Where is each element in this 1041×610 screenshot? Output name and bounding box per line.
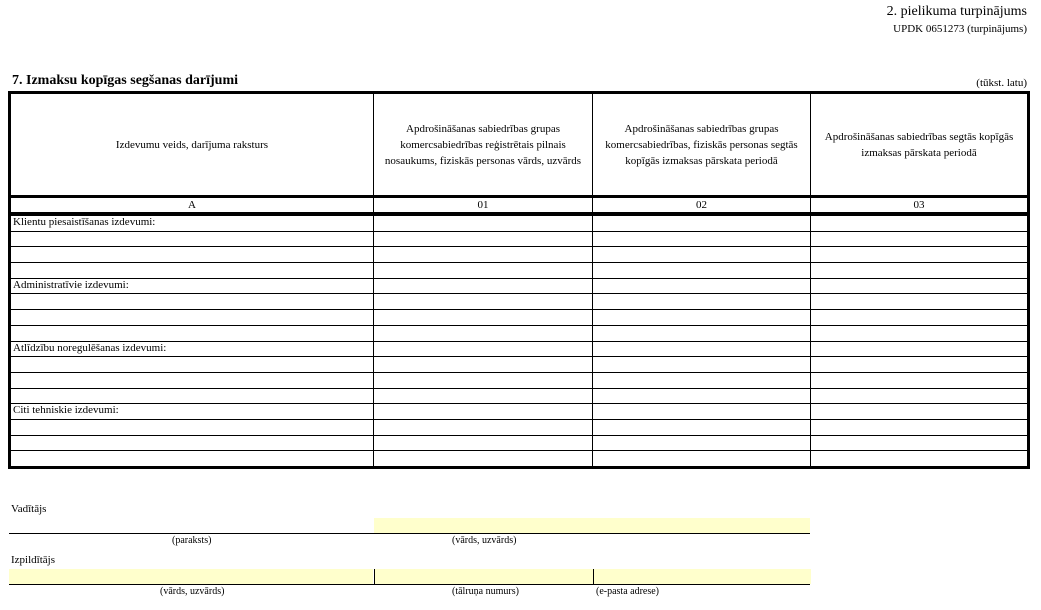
table-cell[interactable] — [593, 341, 811, 357]
table-cell[interactable] — [593, 263, 811, 279]
table-cell[interactable] — [374, 451, 593, 468]
table-cell[interactable] — [811, 388, 1029, 404]
table-cell[interactable] — [374, 263, 593, 279]
table-row — [10, 294, 1029, 310]
annex-label: 2. pielikuma turpinājums — [886, 4, 1027, 19]
table-cell[interactable] — [10, 357, 374, 373]
table-cell[interactable] — [593, 451, 811, 468]
table-cell[interactable] — [811, 325, 1029, 341]
table-cell[interactable] — [593, 357, 811, 373]
column-header: Apdrošināšanas sabiedrības segtās kopīgās izmaksas pārskata periodā — [811, 93, 1029, 197]
table-row — [10, 435, 1029, 451]
table-row — [10, 357, 1029, 373]
table-cell[interactable] — [374, 388, 593, 404]
table-cell[interactable] — [374, 247, 593, 263]
table-cell[interactable] — [811, 294, 1029, 310]
table-cell[interactable] — [593, 419, 811, 435]
manager-label: Vadītājs — [11, 503, 47, 515]
table-cell[interactable] — [593, 310, 811, 326]
table-cell[interactable] — [374, 341, 593, 357]
group-label: Klientu piesaistīšanas izdevumi: — [10, 214, 374, 231]
table-cell[interactable] — [593, 214, 811, 231]
table-cell[interactable] — [593, 247, 811, 263]
table-row — [10, 372, 1029, 388]
table-row — [10, 451, 1029, 468]
group-header-row — [10, 214, 1029, 231]
table-cell[interactable] — [10, 310, 374, 326]
table-cell[interactable] — [811, 263, 1029, 279]
table-cell[interactable] — [811, 214, 1029, 231]
table-body — [10, 214, 1029, 468]
table-cell[interactable] — [10, 388, 374, 404]
table-cell[interactable] — [811, 419, 1029, 435]
table-cell[interactable] — [593, 231, 811, 247]
table-cell[interactable] — [10, 325, 374, 341]
table-cell[interactable] — [374, 278, 593, 294]
column-header: Apdrošināšanas sabiedrības grupas komercsabiedrības, fiziskās personas segtās kopīgās izmaksas pārskata periodā — [593, 93, 811, 197]
table-cell[interactable] — [593, 372, 811, 388]
executor-name-caption: (vārds, uzvārds) — [160, 586, 225, 597]
table-cell[interactable] — [374, 419, 593, 435]
group-header-row — [10, 404, 1029, 420]
phone-caption: (tālruņa numurs) — [452, 586, 519, 597]
table-cell[interactable] — [10, 247, 374, 263]
table-row — [10, 419, 1029, 435]
group-label: Atlīdzību noregulēšanas izdevumi: — [10, 341, 374, 357]
table-cell[interactable] — [811, 451, 1029, 468]
email-caption: (e-pasta adrese) — [596, 586, 660, 597]
column-code: 02 — [593, 197, 811, 215]
table-cell[interactable] — [374, 214, 593, 231]
table-cell[interactable] — [593, 388, 811, 404]
table-cell[interactable] — [811, 435, 1029, 451]
executor-label: Izpildītājs — [11, 554, 55, 566]
table-cell[interactable] — [593, 325, 811, 341]
table-row — [10, 388, 1029, 404]
table-cell[interactable] — [374, 231, 593, 247]
table-row — [10, 231, 1029, 247]
table-cell[interactable] — [10, 419, 374, 435]
column-code-row — [10, 197, 1029, 215]
group-header-row — [10, 341, 1029, 357]
executor-line — [9, 584, 810, 585]
table-row — [10, 310, 1029, 326]
table-cell[interactable] — [10, 294, 374, 310]
unit-label: (tūkst. latu) — [976, 77, 1027, 89]
table-cell[interactable] — [10, 231, 374, 247]
column-code: A — [10, 197, 374, 215]
manager-name-field[interactable] — [374, 518, 810, 533]
table-cell[interactable] — [811, 357, 1029, 373]
form-code: UPDK 0651273 (turpinājums) — [893, 23, 1027, 35]
table-header-row — [10, 93, 1029, 197]
column-header: Apdrošināšanas sabiedrības grupas komercsabiedrības reģistrētais pilnais nosaukums, fiziskās personas vārds, uzvārds — [374, 93, 593, 197]
signature-caption: (paraksts) — [172, 535, 212, 546]
table-cell[interactable] — [10, 451, 374, 468]
executor-phone-field[interactable] — [374, 569, 593, 584]
group-header-row — [10, 278, 1029, 294]
table-row — [10, 263, 1029, 279]
table-cell[interactable] — [374, 310, 593, 326]
executor-name-field[interactable] — [9, 569, 373, 584]
table-cell[interactable] — [811, 231, 1029, 247]
table-cell[interactable] — [811, 372, 1029, 388]
column-code: 01 — [374, 197, 593, 215]
table-cell[interactable] — [10, 263, 374, 279]
table-row — [10, 325, 1029, 341]
table-cell[interactable] — [593, 404, 811, 420]
table-cell[interactable] — [374, 372, 593, 388]
group-label: Administratīvie izdevumi: — [10, 278, 374, 294]
table-cell[interactable] — [374, 294, 593, 310]
table-row — [10, 247, 1029, 263]
table-cell[interactable] — [374, 404, 593, 420]
manager-signature-line — [9, 533, 810, 534]
table-cell[interactable] — [811, 404, 1029, 420]
table-cell[interactable] — [593, 278, 811, 294]
executor-email-field[interactable] — [593, 569, 811, 584]
table-cell[interactable] — [374, 325, 593, 341]
table-cell[interactable] — [811, 278, 1029, 294]
manager-name-caption: (vārds, uzvārds) — [452, 535, 517, 546]
table-cell[interactable] — [10, 372, 374, 388]
section-title: 7. Izmaksu kopīgas segšanas darījumi — [12, 73, 238, 88]
table-cell[interactable] — [593, 435, 811, 451]
table-cell[interactable] — [10, 435, 374, 451]
table-cell[interactable] — [811, 341, 1029, 357]
table-cell[interactable] — [811, 310, 1029, 326]
cost-sharing-table — [8, 91, 1030, 469]
column-header: Izdevumu veids, darījuma raksturs — [10, 93, 374, 197]
group-label: Citi tehniskie izdevumi: — [10, 404, 374, 420]
table-cell[interactable] — [811, 247, 1029, 263]
table-cell[interactable] — [374, 357, 593, 373]
column-code: 03 — [811, 197, 1029, 215]
table-cell[interactable] — [374, 435, 593, 451]
table-cell[interactable] — [593, 294, 811, 310]
